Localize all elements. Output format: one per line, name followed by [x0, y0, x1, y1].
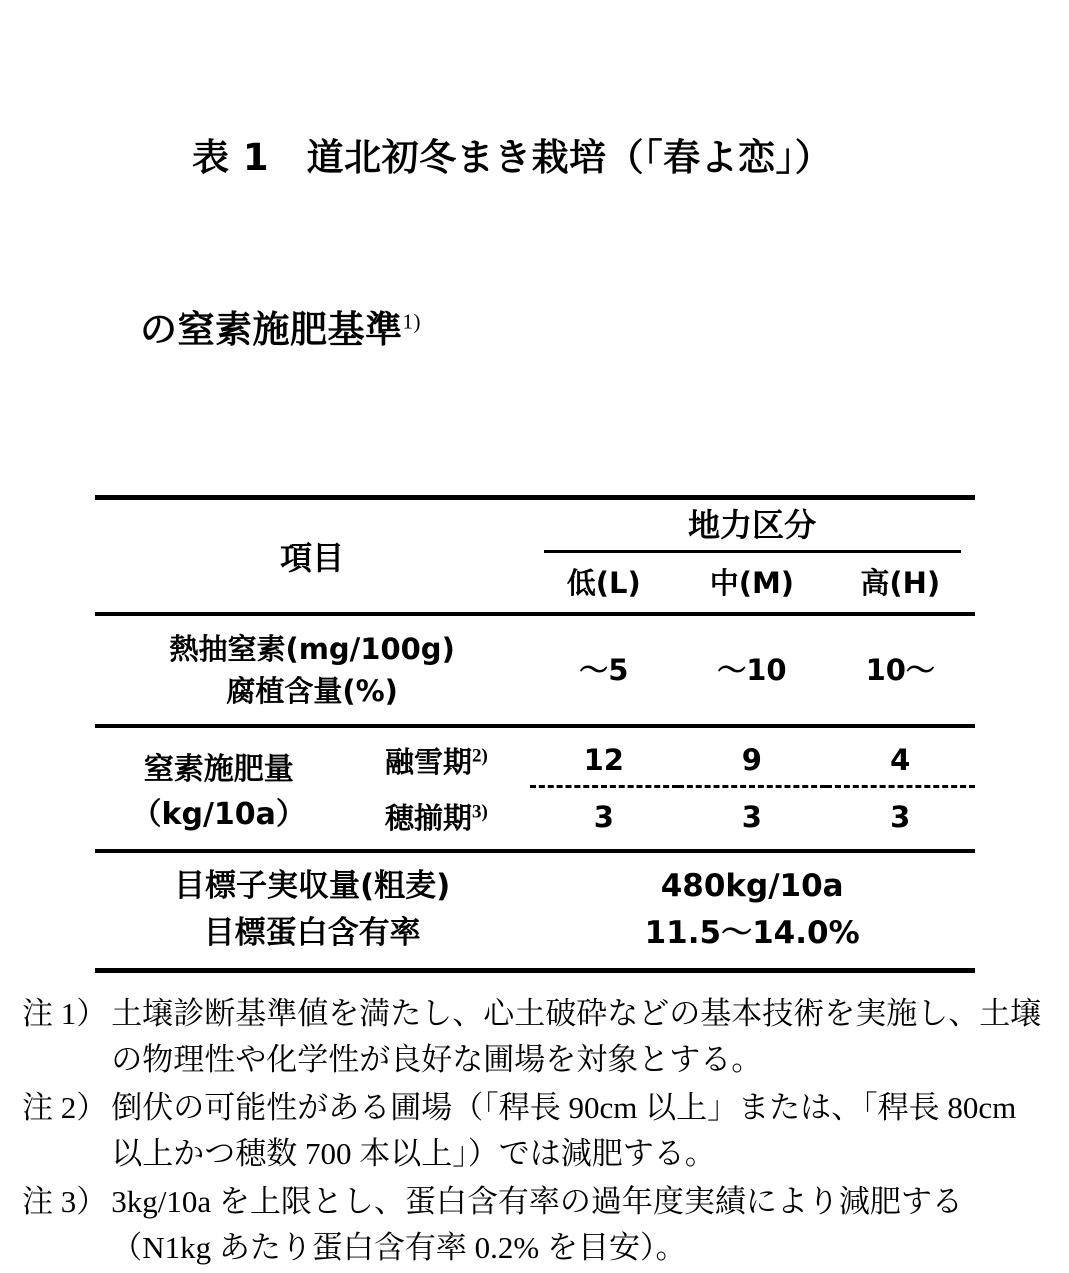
goal-protein-label: 目標蛋白含有率: [95, 910, 530, 971]
goal-protein-row: [95, 910, 975, 971]
footnotes: [0, 991, 1069, 1270]
goal-protein-value: 11.5〜14.0%: [530, 910, 975, 971]
footnote-1: [22, 991, 1043, 1083]
footnote-1-marker: 注 1）: [22, 996, 108, 1032]
table-container: [95, 495, 975, 974]
soil-value-mid: 〜10: [678, 614, 826, 726]
nitrogen-amount-label-line2: （kg/10a）: [131, 796, 306, 832]
soil-value-high: 10〜: [826, 614, 975, 726]
soil-fertility-row: [95, 614, 975, 726]
nitrogen-snowmelt-mid: 9: [678, 726, 826, 787]
header-item-label: 項目: [280, 538, 345, 577]
nitrogen-stage-heading-footnote: 3): [471, 801, 488, 823]
header-level-mid: 中(M): [709, 565, 795, 600]
nitrogen-stage-snowmelt-text: 融雪期: [384, 744, 472, 779]
header-level-high: 高(H): [860, 565, 941, 600]
nitrogen-amount-label-line1: 窒素施肥量: [143, 751, 294, 787]
nitrogen-stage-snowmelt-footnote: 2): [471, 745, 488, 767]
nitrogen-amount-label: [95, 726, 343, 852]
soil-label-hot-water-n: 熱抽窒素(mg/100g): [169, 631, 455, 666]
footnote-3-marker: 注 3）: [22, 1183, 108, 1219]
table-title-line1: 表 1 道北初冬まき栽培（「春よ恋」）: [192, 135, 833, 179]
nitrogen-fertilizer-table: [95, 495, 975, 974]
soil-value-low: 〜5: [530, 614, 678, 726]
footnote-3-text: 3kg/10a を上限とし、蛋白含有率の過年度実績により減肥する（N1kg あたり蛋白含有率 0.2% を目安）。: [111, 1183, 963, 1265]
soil-label-humus: 腐植含量(%): [226, 673, 398, 708]
table-title-line2-text: の窒素施肥基準: [140, 307, 403, 351]
nitrogen-stage-snowmelt: [343, 726, 530, 787]
header-group-label: 地力区分: [544, 500, 961, 553]
nitrogen-snowmelt-low: 12: [530, 726, 678, 787]
nitrogen-stage-heading-text: 穂揃期: [384, 801, 472, 836]
nitrogen-snowmelt-high: 4: [826, 726, 975, 787]
table-title-footnote-marker: 1): [402, 309, 421, 334]
nitrogen-heading-high: 3: [890, 799, 911, 834]
header-level-low: 低(L): [566, 565, 641, 600]
nitrogen-stage-heading: [343, 788, 530, 851]
goal-yield-row: [95, 851, 975, 910]
goal-yield-label: 目標子実収量(粗麦): [95, 851, 530, 910]
goal-yield-value: 480kg/10a: [530, 851, 975, 910]
footnote-3: [22, 1179, 1043, 1271]
nitrogen-row-snowmelt: [95, 726, 975, 787]
table-title: [0, 0, 1069, 473]
table-header-row-group: [95, 497, 975, 553]
footnote-1-text: 土壌診断基準値を満たし、心土破砕などの基本技術を実施し、土壌の物理性や化学性が良好な圃場を対象とする。: [111, 996, 1042, 1078]
header-item-cell: [95, 497, 530, 614]
footnote-2: [22, 1085, 1043, 1177]
nitrogen-heading-low: 3: [593, 799, 614, 834]
footnote-2-marker: 注 2）: [22, 1090, 108, 1126]
soil-indicator-labels: [95, 614, 530, 726]
footnote-2-text: 倒伏の可能性がある圃場（「稈長 90cm 以上」または、「稈長 80cm 以上かつ穂数 700 本以上」）では減肥する。: [111, 1090, 1017, 1171]
header-group-cell: [530, 497, 975, 553]
table-title-line2: [40, 301, 1029, 358]
nitrogen-heading-mid: 3: [741, 799, 762, 834]
